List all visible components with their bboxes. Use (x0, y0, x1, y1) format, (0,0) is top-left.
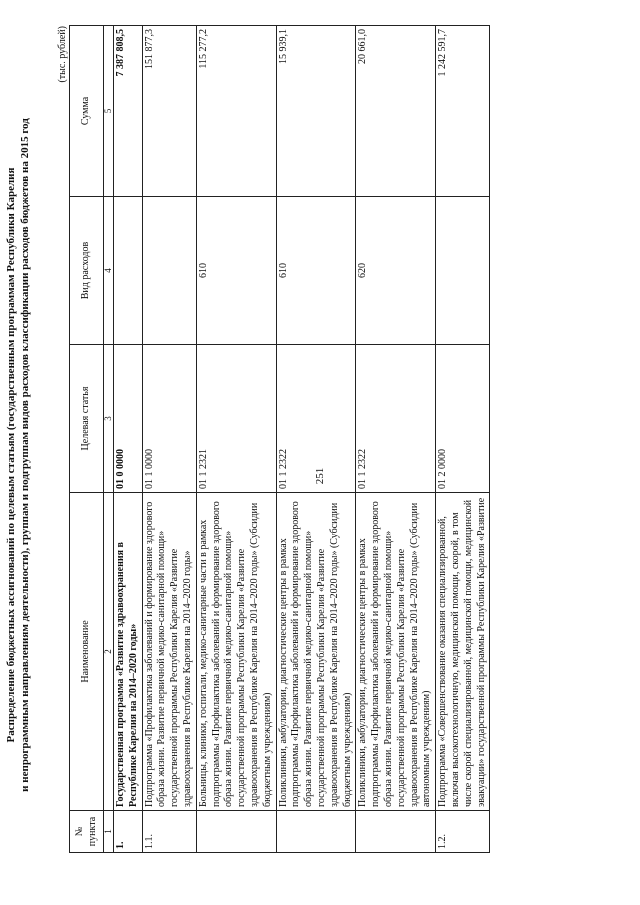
table-row (276, 26, 356, 853)
row-sum: 151 877,3 (142, 26, 196, 197)
row-target: 01 1 2322 (356, 345, 436, 493)
table-row (114, 26, 143, 853)
row-type (114, 197, 143, 345)
column-number-3: 3 (104, 345, 114, 493)
row-sum: 1 242 591,7 (436, 26, 490, 197)
header-row (70, 26, 104, 853)
table-row (356, 26, 436, 853)
title-line-1: Распределение бюджетных ассигнований по целевым статьям (государственным программам Республики Карелия (5, 167, 17, 743)
row-sum: 7 387 808,5 (114, 26, 143, 197)
page-number: 251 (314, 467, 326, 485)
title-line-2: и непрограммным направлениям деятельности), группам и подгруппам видов расходов классификации расходов бюджетов на 2015 год (19, 118, 31, 792)
row-name: Подпрограмма «Совершенствование оказания специализированной, включая высокотехнологичную, медицинской помощи, скорой, в том числе скорой специализированной, медицинской помощи, медицинской эвакуации» государственной программы Республики Карелия «Развитие (436, 493, 490, 811)
row-type (142, 197, 196, 345)
row-number (276, 811, 356, 853)
row-number: 1.1. (142, 811, 196, 853)
row-sum: 15 939,1 (276, 26, 356, 197)
row-name: Подпрограмма «Профилактика заболеваний и формирование здорового образа жизни. Развитие первичной медико-санитарной помощи» государственной программы Республики Карелия «Развитие здравоохранения в Республике Карелия на 2014–2020 годы» (142, 493, 196, 811)
row-number: 1.2. (436, 811, 490, 853)
row-type (436, 197, 490, 345)
column-number-1: 1 (104, 811, 114, 853)
row-target: 01 1 2322 (276, 345, 356, 493)
document-title (4, 45, 32, 865)
row-sum: 20 661,0 (356, 26, 436, 197)
header-name: Наименование (70, 493, 104, 811)
row-type: 610 (276, 197, 356, 345)
header-target: Целевая статья (70, 345, 104, 493)
table-row (436, 26, 490, 853)
row-type: 610 (196, 197, 276, 345)
row-number: 1. (114, 811, 143, 853)
row-target: 01 1 0000 (142, 345, 196, 493)
row-name: Государственная программа «Развитие здравоохранения в Республике Карелия на 2014–2020 годы» (114, 493, 143, 811)
header-type: Вид расходов (70, 197, 104, 345)
row-name: Поликлиники, амбулатории, диагностические центры в рамках подпрограммы «Профилактика заболеваний и формирование здорового образа жизни. Развитие первичной медико-санитарной помощи» государственной программы Республики Карелия «Развитие здравоохранения в Республике Карелия на 2014–2020 годы» (Субсидии автономным учреждениям) (356, 493, 436, 811)
row-sum: 115 277,2 (196, 26, 276, 197)
row-type: 620 (356, 197, 436, 345)
row-name: Поликлиники, амбулатории, диагностические центры в рамках подпрограммы «Профилактика заболеваний и формирование здорового образа жизни. Развитие первичной медико-санитарной помощи» государственной программы Республики Карелия «Развитие здравоохранения в Республике Карелия на 2014–2020 годы» (Субсидии бюджетным учреждениям) (276, 493, 356, 811)
column-number-4: 4 (104, 197, 114, 345)
row-target: 01 1 2321 (196, 345, 276, 493)
column-number-2: 2 (104, 493, 114, 811)
row-number (196, 811, 276, 853)
row-number (356, 811, 436, 853)
header-sum: Сумма (70, 26, 104, 197)
budget-table (69, 25, 490, 853)
units-label: (тыс. рублей) (57, 26, 68, 83)
row-target: 01 0 0000 (114, 345, 143, 493)
table-row (142, 26, 196, 853)
column-number-5: 5 (104, 26, 114, 197)
column-numbers-row (104, 26, 114, 853)
table-row (196, 26, 276, 853)
header-number: № пункта (70, 811, 104, 853)
row-name: Больницы, клиники, госпитали, медико-санитарные части в рамках подпрограммы «Профилактика заболеваний и формирование здорового образа жизни. Развитие первичной медико-санитарной помощи» государственной программы Республики Карелия «Развитие здравоохранения в Республике Карелия на 2014–2020 годы» (Субсидии бюджетным учреждениям) (196, 493, 276, 811)
row-target: 01 2 0000 (436, 345, 490, 493)
